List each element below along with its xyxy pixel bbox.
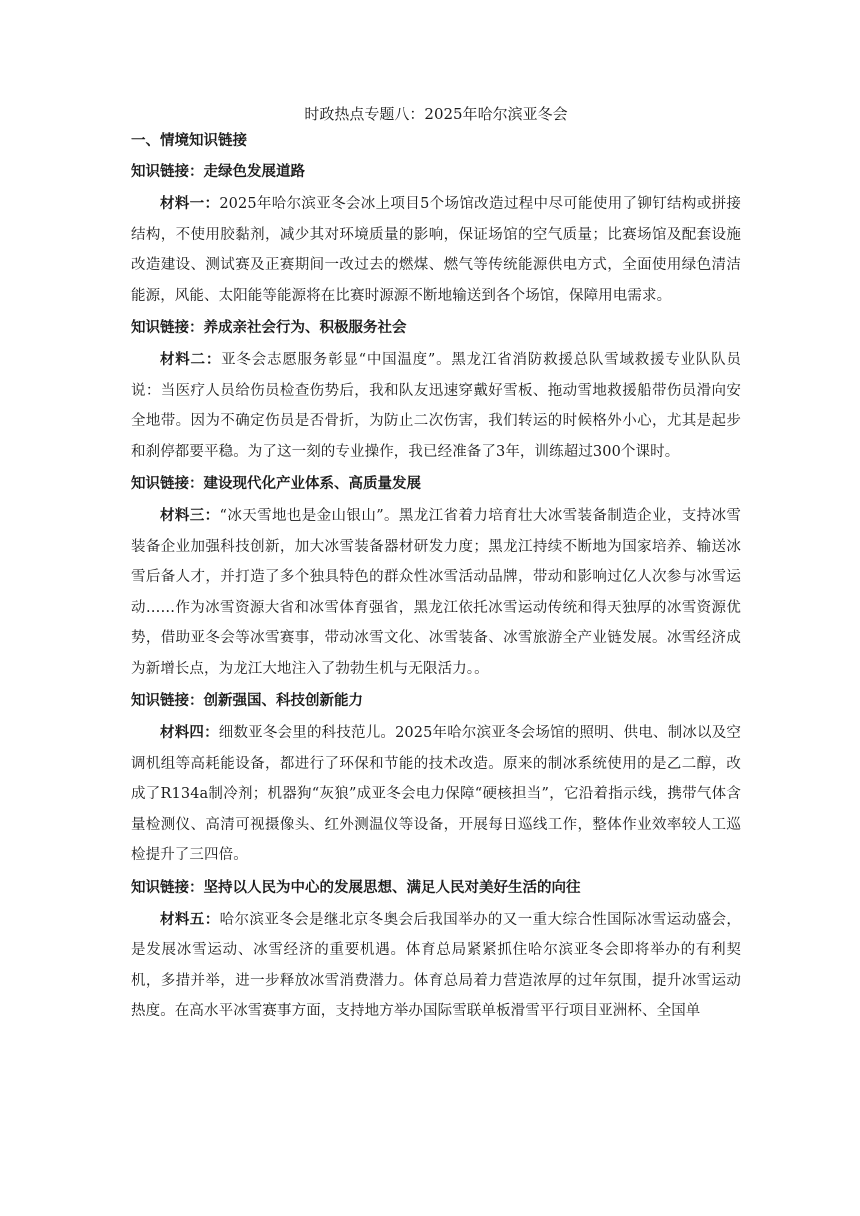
material-paragraph: [131, 189, 741, 311]
material-label: 材料一：: [160, 196, 220, 212]
material-text: 2025年哈尔滨亚冬会冰上项目5个场馆改造过程中尽可能使用了铆钉结构或拼接结构，不使用胶黏剂，减少其对环境质量的影响，保证场馆的空气质量；比赛场馆及配套设施改造建设、测试赛及正赛期间一改过去的燃煤、燃气等传统能源供电方式，全面使用绿色清洁能源，风能、太阳能等能源将在比赛时源源不断地输送到各个场馆，保障用电需求。: [131, 196, 742, 304]
material-block-1: [131, 155, 741, 311]
material-label: 材料三：: [160, 508, 220, 524]
material-label: 材料二：: [160, 352, 222, 368]
document-body: [131, 101, 741, 1027]
material-block-5: [131, 871, 741, 1027]
material-paragraph: [131, 718, 741, 871]
document-title: 时政热点专题八：2025年哈尔滨亚冬会: [304, 105, 568, 123]
section-heading: 一、情境知识链接: [131, 133, 247, 149]
knowledge-link-heading: 知识链接：坚持以人民为中心的发展思想、满足人民对美好生活的向往: [131, 879, 581, 896]
material-paragraph: [131, 501, 741, 684]
material-block-4: [131, 684, 741, 871]
material-text: 亚冬会志愿服务彰显“中国温度”。黑龙江省消防救援总队雪域救援专业队队员说：当医疗人员给伤员检查伤势后，我和队友迅速穿戴好雪板、拖动雪地救援船带伤员滑向安全地带。因为不确定伤员是否骨折，为防止二次伤害，我们转运的时候格外小心，尤其是起步和刹停都要平稳。为了这一刻的专业操作，我已经准备了3年，训练超过300个课时。: [131, 352, 742, 460]
material-block-3: [131, 467, 741, 684]
knowledge-link-heading: 知识链接：创新强国、科技创新能力: [131, 693, 363, 709]
material-text: 细数亚冬会里的科技范儿。2025年哈尔滨亚冬会场馆的照明、供电、制冰以及空调机组等高耗能设备，都进行了环保和节能的技术改造。原来的制冰系统使用的是乙二醇，改成了R134a制冷剂；机器狗“灰狼”成亚冬会电力保障“硬核担当”，它沿着指示线，携带气体含量检测仪、高清可视摄像头、红外测温仪等设备，开展每日巡线工作，整体作业效率较人工巡检提升了三四倍。: [131, 725, 741, 863]
material-block-2: [131, 311, 741, 467]
knowledge-link-heading: 知识链接：建设现代化产业体系、高质量发展: [131, 476, 421, 492]
material-text: “冰天雪地也是金山银山”。黑龙江省着力培育壮大冰雪装备制造企业，支持冰雪装备企业加强科技创新，加大冰雪装备器材研发力度；黑龙江持续不断地为国家培养、输送冰雪后备人才，并打造了多个独具特色的群众性冰雪活动品牌，带动和影响过亿人次参与冰雪运动……作为冰雪资源大省和冰雪体育强省，黑龙江依托冰雪运动传统和得天独厚的冰雪资源优势，借助亚冬会等冰雪赛事，带动冰雪文化、冰雪装备、冰雪旅游全产业链发展。冰雪经济成为新增长点，为龙江大地注入了勃勃生机与无限活力。。: [131, 508, 741, 677]
knowledge-link-heading: 知识链接：走绿色发展道路: [131, 164, 305, 180]
material-paragraph: [131, 345, 741, 467]
material-paragraph: [131, 905, 741, 1027]
material-text: 哈尔滨亚冬会是继北京冬奥会后我国举办的又一重大综合性国际冰雪运动盛会，是发展冰雪运动、冰雪经济的重要机遇。体育总局紧紧抓住哈尔滨亚冬会即将举办的有利契机，多措并举，进一步释放冰雪消费潜力。体育总局着力营造浓厚的过年氛围，提升冰雪运动热度。在高水平冰雪赛事方面，支持地方举办国际雪联单板滑雪平行项目亚洲杯、全国单: [131, 911, 741, 1019]
material-label: 材料五：: [160, 911, 220, 928]
material-label: 材料四：: [160, 725, 219, 741]
knowledge-link-heading: 知识链接：养成亲社会行为、积极服务社会: [131, 320, 407, 336]
